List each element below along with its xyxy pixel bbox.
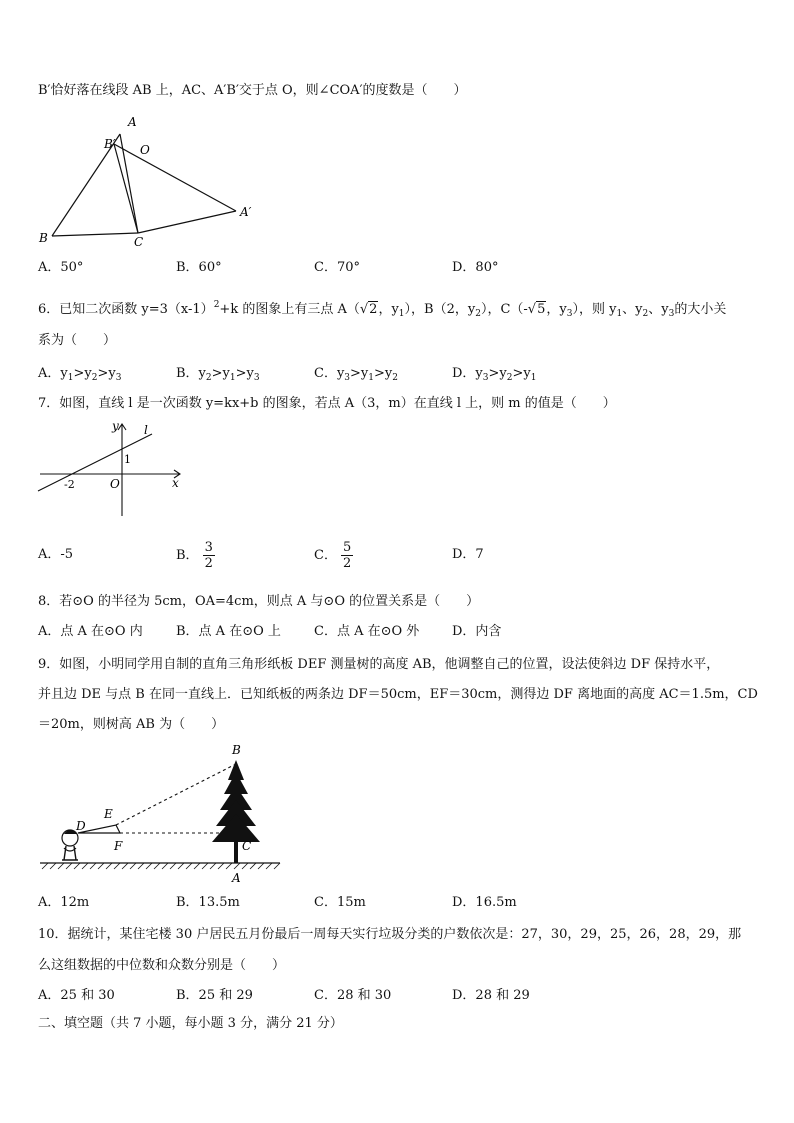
q9-figure (34, 742, 284, 884)
q5-option-d[interactable]: D．80° (452, 260, 499, 275)
q9-label-f: F (114, 839, 123, 853)
q10-option-d[interactable]: D．28 和 29 (452, 988, 530, 1003)
q5-label-a: A (128, 115, 137, 129)
q9-label-a: A (232, 871, 241, 884)
q7-option-b[interactable]: B． $\frac{3}{2}$ (176, 540, 213, 571)
section-2-title: 二、填空题（共 7 小题，每小题 3 分，满分 21 分） (38, 1016, 343, 1031)
q5-label-c: C (134, 235, 144, 249)
q10-stem-line2: 么这组数据的中位数和众数分别是（ ） (38, 958, 286, 973)
q9-options (38, 894, 590, 912)
q5-option-b[interactable]: B．60° (176, 260, 222, 275)
q7-label-origin: O (110, 477, 120, 491)
q10-option-c[interactable]: C．28 和 30 (314, 988, 392, 1003)
person-icon (62, 830, 78, 860)
q7-label-neg2: -2 (64, 478, 75, 491)
q6-stem-line2: 系为（ ） (38, 333, 117, 348)
q6-stem: 6．已知二次函数 $y=3(x-1)^2+k$ 的图象上有三点 A（√2，$y_1$），B（2，$y_2$），C（-√5，$y_3$），则 $y_1$、$y_2$、$y_3$的大小关 (38, 300, 727, 319)
q9-label-d: D (76, 819, 86, 833)
q5-label-a-prime: A′ (240, 205, 252, 219)
q10-stem-line1: 10．据统计，某住宅楼 30 户居民五月份最后一周每天实行垃圾分类的户数依次是：27，30，29，25，26，28，29，那 (38, 927, 742, 942)
q7-label-one: 1 (124, 453, 131, 466)
q9-label-c: C (242, 839, 252, 853)
q7-options (38, 540, 590, 571)
q9-option-d[interactable]: D．16.5m (452, 895, 517, 910)
q9-stem-line1: 9．如图，小明同学用自制的直角三角形纸板 DEF 测量树的高度 AB，他调整自己的位置，设法使斜边 DF 保持水平， (38, 657, 720, 672)
q6-options (38, 365, 590, 387)
q5-stem: B′恰好落在线段 AB 上，AC、A′B′交于点 O，则∠COA′的度数是（ ） (38, 83, 467, 98)
tree-icon (212, 760, 260, 863)
q9-label-b: B (232, 743, 241, 757)
q5-options (38, 259, 590, 277)
q7-label-x: x (172, 476, 179, 490)
q5-label-o: O (140, 143, 150, 157)
q7-stem: 7．如图，直线 l 是一次函数 y=kx+b 的图象，若点 A（3，m）在直线 l 上，则 m 的值是（ ） (38, 396, 616, 411)
q5-label-b: B (39, 231, 48, 245)
q6-option-d[interactable]: D．$y_3>y_2>y_1$ (452, 366, 537, 383)
q7-option-b-fraction: $\frac{3}{2}$ (204, 540, 213, 571)
q8-option-b[interactable]: B．点 A 在⊙O 上 (176, 624, 281, 639)
q9-stem-line3: ＝20m，则树高 AB 为（ ） (38, 717, 225, 732)
q6-option-a[interactable]: A．$y_1>y_2>y_3$ (38, 366, 122, 383)
q10-option-a[interactable]: A．25 和 30 (38, 988, 115, 1003)
q8-option-a[interactable]: A．点 A 在⊙O 内 (38, 624, 143, 639)
q5-figure (34, 112, 266, 252)
q8-option-d[interactable]: D．内含 (452, 624, 502, 639)
q7-option-c[interactable]: C． $\frac{5}{2}$ (314, 540, 352, 571)
q8-option-c[interactable]: C．点 A 在⊙O 外 (314, 624, 420, 639)
q7-option-a[interactable]: A．-5 (38, 547, 74, 562)
q7-figure (34, 418, 194, 522)
q7-label-y: y (112, 419, 119, 433)
q5-option-a[interactable]: A．50° (38, 260, 84, 275)
q7-option-d[interactable]: D．7 (452, 547, 484, 562)
q6-option-b[interactable]: B．$y_2>y_1>y_3$ (176, 366, 260, 383)
q9-option-b[interactable]: B．13.5m (176, 895, 240, 910)
q9-option-c[interactable]: C．15m (314, 895, 366, 910)
q9-label-e: E (104, 807, 113, 821)
q6-option-c[interactable]: C．$y_3>y_1>y_2$ (314, 366, 398, 383)
q10-options (38, 987, 590, 1005)
q7-label-l: l (144, 423, 148, 437)
ground-hatching (42, 863, 280, 869)
q8-stem: 8．若⊙O 的半径为 5cm，OA=4cm，则点 A 与⊙O 的位置关系是（ ） (38, 594, 480, 609)
q5-option-c[interactable]: C．70° (314, 260, 360, 275)
q5-label-b-prime: B′ (104, 137, 116, 151)
q8-options (38, 623, 590, 641)
q9-stem-line2: 并且边 DE 与点 B 在同一直线上．已知纸板的两条边 DF＝50cm，EF＝30cm，测得边 DF 离地面的高度 AC＝1.5m，CD (38, 687, 758, 702)
q9-option-a[interactable]: A．12m (38, 895, 90, 910)
q10-option-b[interactable]: B．25 和 29 (176, 988, 253, 1003)
q7-option-c-fraction: $\frac{5}{2}$ (342, 540, 352, 571)
